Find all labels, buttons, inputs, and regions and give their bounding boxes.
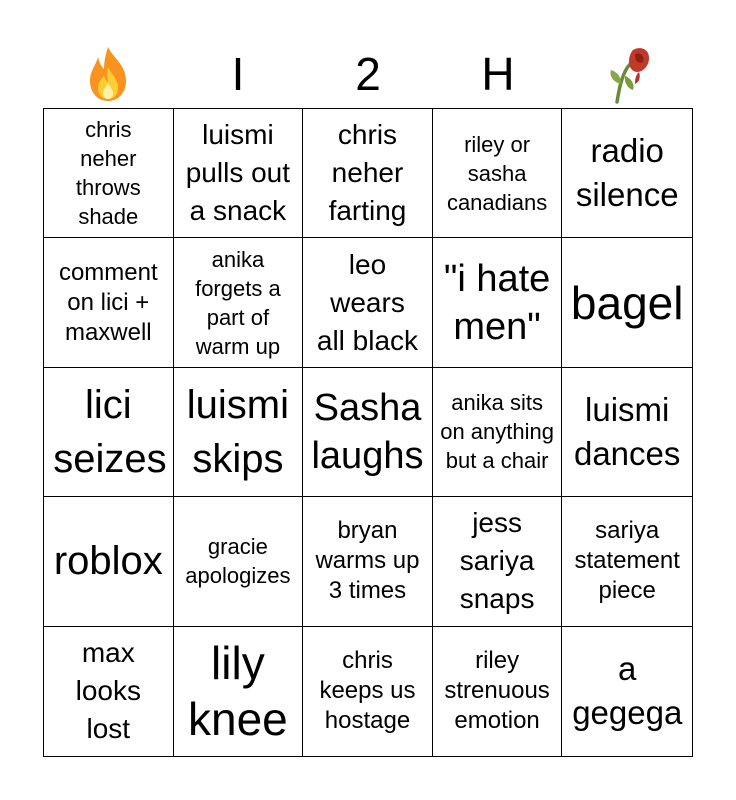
- header-letter-2: 2: [355, 48, 381, 100]
- bingo-cell-15[interactable]: [562, 368, 692, 497]
- cell-label: comment on lici + maxwell: [58, 258, 158, 346]
- bingo-cell-12[interactable]: [174, 368, 304, 497]
- cell-label: chris keeps us hostage: [319, 647, 416, 735]
- cell-label: a gegega: [572, 650, 683, 732]
- bingo-cell-6[interactable]: [44, 238, 174, 367]
- cell-label: "i hate men": [443, 257, 551, 348]
- cell-label: roblox: [53, 539, 163, 584]
- bingo-cell-10[interactable]: [562, 238, 692, 367]
- bingo-grid: [43, 108, 693, 757]
- cell-label: chris neher farting: [328, 119, 407, 227]
- cell-label: max looks lost: [75, 637, 141, 745]
- bingo-cell-7[interactable]: [174, 238, 304, 367]
- cell-label: bryan warms up 3 times: [315, 517, 420, 605]
- bingo-cell-20[interactable]: [562, 497, 692, 626]
- bingo-cell-19[interactable]: [433, 497, 563, 626]
- cell-label: sariya statement piece: [574, 517, 680, 605]
- cell-label: luismi pulls out a snack: [185, 119, 291, 227]
- bingo-cell-14[interactable]: [433, 368, 563, 497]
- header-letter-i: I: [231, 48, 245, 100]
- bingo-cell-25[interactable]: [562, 627, 692, 756]
- bingo-cell-17[interactable]: [174, 497, 304, 626]
- wilted-rose-emoji-icon: [603, 44, 653, 104]
- bingo-cell-3[interactable]: [303, 109, 433, 238]
- header-cell-1: [43, 40, 173, 108]
- cell-label: chris neher throws shade: [75, 117, 141, 230]
- bingo-cell-1[interactable]: [44, 109, 174, 238]
- cell-label: riley strenuous emotion: [444, 647, 550, 735]
- bingo-cell-22[interactable]: [174, 627, 304, 756]
- bingo-cell-13[interactable]: [303, 368, 433, 497]
- header-cell-5: [563, 40, 693, 108]
- bingo-header: [43, 40, 693, 108]
- bingo-cell-9[interactable]: [433, 238, 563, 367]
- cell-label: lici seizes: [53, 382, 167, 481]
- bingo-cell-2[interactable]: [174, 109, 304, 238]
- cell-label: riley or sasha canadians: [446, 131, 548, 215]
- cell-label: jess sariya snaps: [459, 507, 535, 615]
- bingo-cell-5[interactable]: [562, 109, 692, 238]
- cell-label: Sasha laughs: [311, 386, 424, 477]
- bingo-cell-8[interactable]: [303, 238, 433, 367]
- cell-label: anika sits on anything but a chair: [440, 390, 554, 474]
- bingo-cell-24[interactable]: [433, 627, 563, 756]
- cell-label: radio silence: [575, 132, 679, 214]
- cell-label: leo wears all black: [316, 248, 419, 356]
- cell-label: gracie apologizes: [185, 534, 291, 589]
- bingo-cell-4[interactable]: [433, 109, 563, 238]
- cell-label: luismi skips: [186, 382, 289, 481]
- bingo-cell-21[interactable]: [44, 627, 174, 756]
- bingo-cell-23[interactable]: [303, 627, 433, 756]
- cell-label: luismi dances: [573, 390, 681, 472]
- bingo-cell-16[interactable]: [44, 497, 174, 626]
- cell-label: anika forgets a part of warm up: [195, 246, 281, 359]
- header-letter-h: H: [481, 48, 515, 100]
- bingo-cell-18[interactable]: [303, 497, 433, 626]
- bingo-cell-11[interactable]: [44, 368, 174, 497]
- cell-label: lily knee: [188, 637, 288, 746]
- fire-emoji-icon: [84, 45, 132, 103]
- cell-label: bagel: [570, 276, 684, 329]
